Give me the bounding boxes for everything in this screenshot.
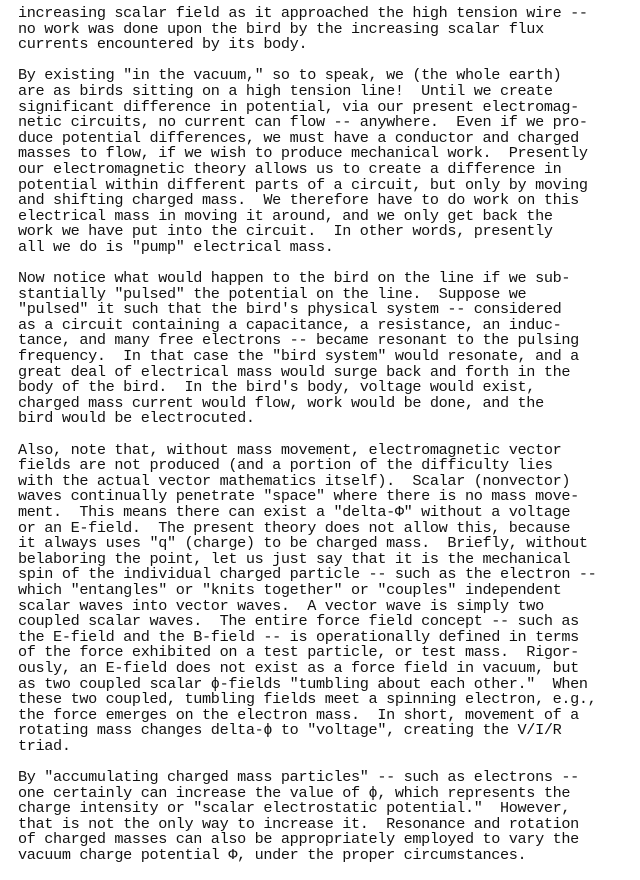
text-line: ously, an E-field does not exist as a force field in vacuum, but: [18, 658, 579, 677]
text-line: scalar waves into vector waves. A vector wave is simply two: [18, 596, 544, 615]
text-line: By "accumulating charged mass particles" -- such as electrons --: [18, 768, 579, 787]
text-line: the E-field and the B-field -- is operationally defined in terms: [18, 627, 579, 646]
text-line: the force emerges on the electron mass. In short, movement of a: [18, 705, 579, 724]
text-line: tance, and many free electrons -- became resonant to the pulsing: [18, 331, 579, 350]
text-line: triad.: [18, 736, 71, 755]
text-line: currents encountered by its body.: [18, 35, 308, 54]
text-line: coupled scalar waves. The entire force field concept -- such as: [18, 612, 579, 631]
text-line: rotating mass changes delta-ϕ to "voltage", creating the V/I/R: [18, 721, 562, 740]
text-line: netic circuits, no current can flow -- anywhere. Even if we pro-: [18, 113, 588, 132]
text-line: that is not the only way to increase it. Resonance and rotation: [18, 814, 579, 833]
text-line: increasing scalar field as it approached the high tension wire --: [18, 4, 588, 22]
text-line: body of the bird. In the bird's body, voltage would exist,: [18, 378, 536, 397]
text-line: vacuum charge potential Φ, under the proper circumstances.: [18, 846, 527, 865]
text-line: of the force exhibited on a test particle, or test mass. Rigor-: [18, 643, 579, 662]
text-line: no work was done upon the bird by the increasing scalar flux: [18, 19, 544, 38]
text-line: electrical mass in moving it around, and we only get back the: [18, 206, 553, 225]
text-line: as a circuit containing a capacitance, a resistance, an induc-: [18, 315, 562, 334]
text-line: belaboring the point, let us just say that it is the mechanical: [18, 549, 571, 568]
text-line: significant difference in potential, via our present electromag-: [18, 97, 579, 116]
text-line: potential within different parts of a circuit, but only by moving: [18, 175, 588, 194]
text-line: Now notice what would happen to the bird on the line if we sub-: [18, 269, 571, 288]
text-line: or an E-field. The present theory does not allow this, because: [18, 518, 571, 537]
text-line: frequency. In that case the "bird system" would resonate, and a: [18, 347, 579, 366]
text-line: charged mass current would flow, work would be done, and the: [18, 393, 544, 412]
text-line: By existing "in the vacuum," so to speak, we (the whole earth): [18, 66, 562, 85]
text-line: work we have put into the circuit. In other words, presently: [18, 222, 553, 241]
text-line: fields are not produced (and a portion of the difficulty lies: [18, 456, 553, 475]
text-line: ment. This means there can exist a "delta-Φ" without a voltage: [18, 503, 571, 521]
text-line: and shifting charged mass. We therefore have to do work on this: [18, 191, 579, 210]
text-line: charge intensity or "scalar electrostatic potential." However,: [18, 799, 571, 818]
text-line: of charged masses can also be appropriately employed to vary the: [18, 830, 579, 849]
text-line: our electromagnetic theory allows us to create a difference in: [18, 159, 562, 178]
text-line: are as birds sitting on a high tension line! Until we create: [18, 81, 553, 100]
text-line: stantially "pulsed" the potential on the line. Suppose we: [18, 284, 527, 303]
text-line: great deal of electrical mass would surge back and forth in the: [18, 362, 571, 381]
text-line: these two coupled, tumbling fields meet a spinning electron, e.g.,: [18, 690, 597, 709]
text-line: with the actual vector mathematics itself). Scalar (nonvector): [18, 471, 571, 490]
paragraph-5: [18, 770, 630, 864]
text-line: all we do is "pump" electrical mass.: [18, 237, 334, 256]
text-line: spin of the individual charged particle -- such as the electron --: [18, 565, 597, 584]
paragraph-4: [18, 440, 630, 755]
text-line: it always uses "q" (charge) to be charged mass. Briefly, without: [18, 534, 588, 553]
text-line: masses to flow, if we wish to produce mechanical work. Presently: [18, 144, 588, 163]
text-line: Also, note that, without mass movement, electromagnetic vector: [18, 440, 562, 459]
text-line: bird would be electrocuted.: [18, 409, 255, 428]
text-line: as two coupled scalar ϕ-fields "tumbling about each other." When: [18, 674, 588, 693]
paragraph-1: [18, 6, 630, 53]
paragraph-3: [18, 271, 630, 427]
text-line: which "entangles" or "knits together" or "couples" independent: [18, 580, 562, 599]
text-line: "pulsed" it such that the bird's physical system -- considered: [18, 300, 562, 319]
paragraph-2: [18, 68, 630, 255]
text-line: waves continually penetrate "space" where there is no mass move-: [18, 487, 579, 506]
text-line: duce potential differences, we must have a conductor and charged: [18, 128, 579, 147]
text-line: one certainly can increase the value of ϕ, which represents the: [18, 783, 571, 802]
